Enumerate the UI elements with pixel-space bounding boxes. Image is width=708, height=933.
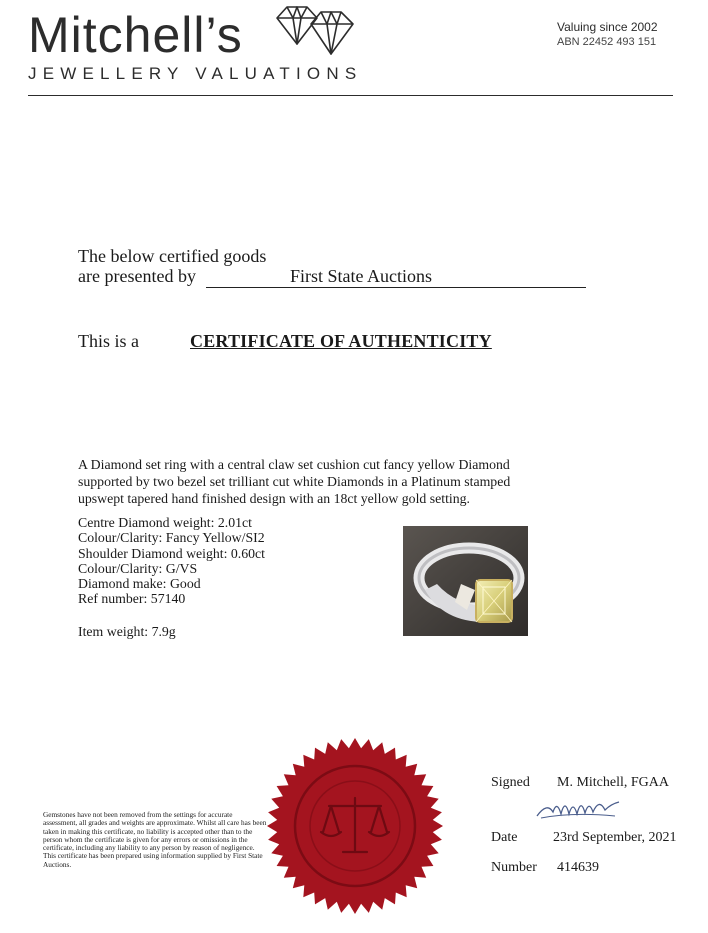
brand-tagline: JEWELLERY VALUATIONS	[28, 64, 363, 83]
item-description: A Diamond set ring with a central claw set cushion cut fancy yellow Diamond supported by two bezel set trilliant cut white Diamonds in a Platinum stamped upswept tapered hand finished design with an 18ct yellow gold setting.	[78, 457, 511, 506]
intro-line-1: The below certified goods	[78, 246, 267, 266]
diamond-icon	[273, 4, 357, 58]
wax-seal-scales-icon	[265, 736, 445, 916]
brand-name: Mitchell’s	[28, 7, 243, 63]
abn-number: ABN 22452 493 151	[557, 36, 657, 48]
spec-centre-colour: Colour/Clarity: Fancy Yellow/SI2	[78, 530, 265, 546]
spec-list	[78, 515, 265, 607]
certificate-prefix: This is a	[78, 331, 139, 351]
spec-shoulder-colour: Colour/Clarity: G/VS	[78, 560, 198, 576]
header-divider	[28, 95, 673, 96]
presenter-underline	[206, 287, 586, 288]
item-weight: Item weight: 7.9g	[78, 624, 176, 639]
signed-label: Signed	[491, 775, 530, 790]
ring-photo	[403, 526, 528, 636]
valuing-since: Valuing since 2002	[557, 20, 658, 34]
spec-centre-weight: Centre Diamond weight: 2.01ct	[78, 515, 252, 530]
date-value: 23rd September, 2021	[553, 830, 677, 845]
presenter-name: First State Auctions	[290, 266, 433, 286]
spec-ref-number: Ref number: 57140	[78, 591, 186, 607]
spec-shoulder-weight: Shoulder Diamond weight: 0.60ct	[78, 545, 265, 561]
certificate-title: CERTIFICATE OF AUTHENTICITY	[190, 331, 492, 351]
date-label: Date	[491, 830, 518, 845]
spec-make: Diamond make: Good	[78, 576, 201, 592]
number-value: 414639	[557, 860, 599, 875]
handwritten-signature	[533, 794, 623, 822]
signed-value: M. Mitchell, FGAA	[557, 775, 669, 790]
number-label: Number	[491, 860, 537, 875]
intro-line-2: are presented by	[78, 266, 196, 286]
disclaimer-text: Gemstones have not been removed from the settings for accurate assessment, all grades and weights are approximate. Whilst all care has been taken in making this certificate, no liability is accepted other than to the person whom the certificate is given for any errors or omissions in the certificate, including any liability to any person by reason of negligence. This certificate has been prepared using information supplied by First State Auctions.	[43, 810, 267, 869]
